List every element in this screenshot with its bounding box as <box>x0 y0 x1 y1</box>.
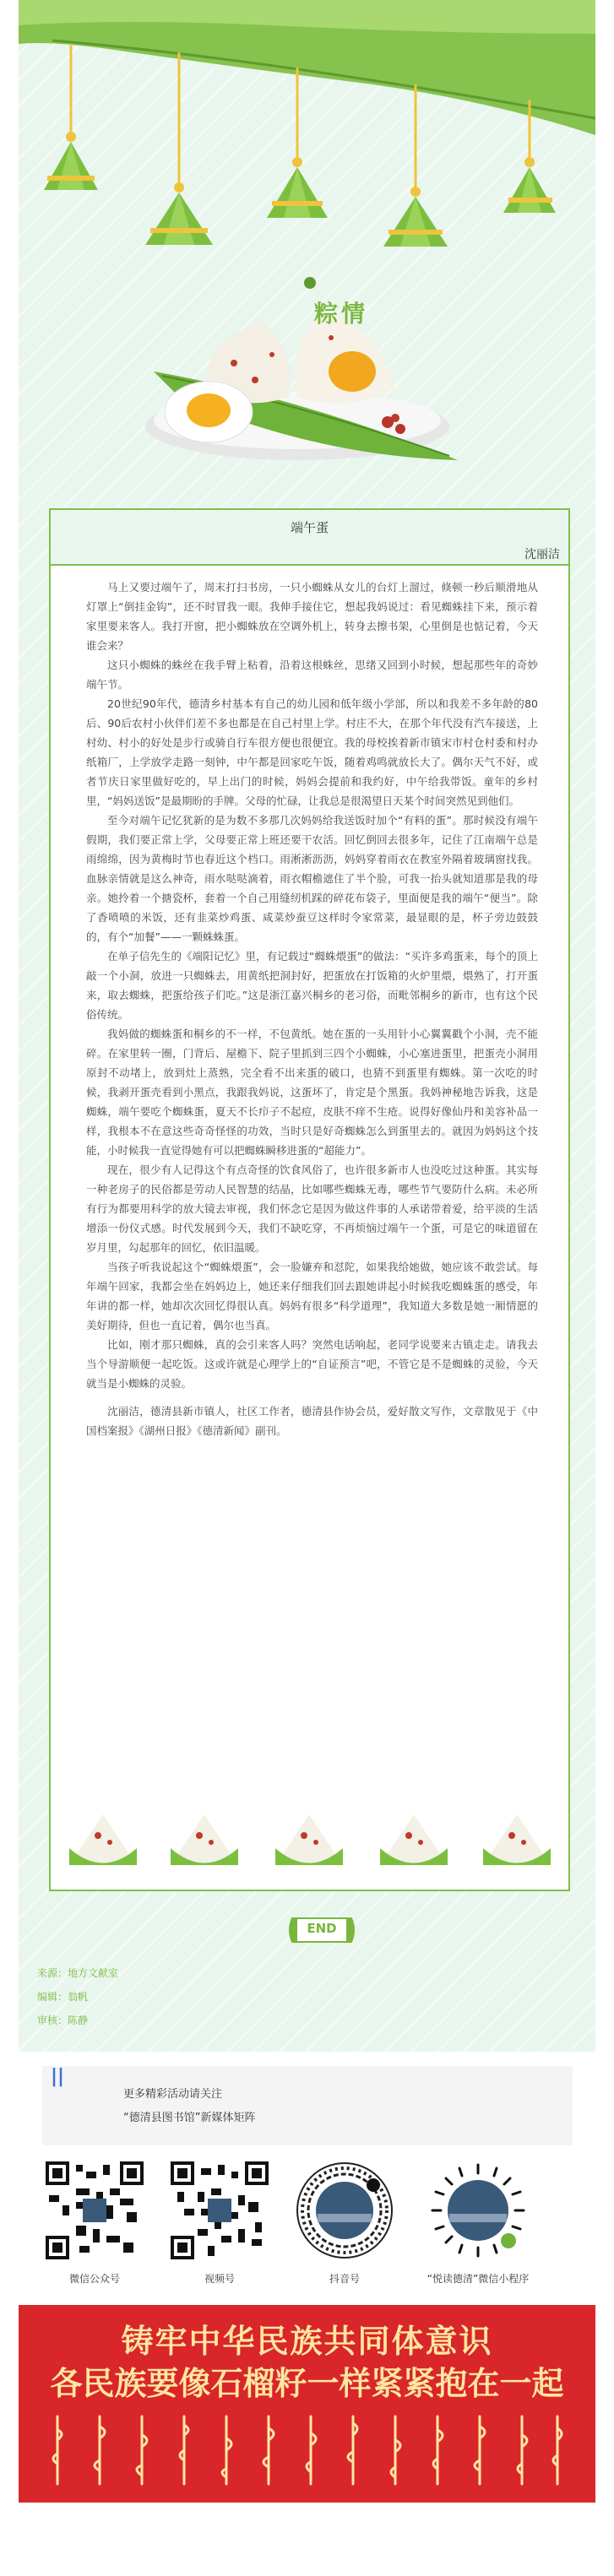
qr-label: 视频号 <box>204 2273 235 2285</box>
zongzi-decoration-row <box>51 1802 568 1878</box>
article-header <box>51 510 568 566</box>
follow-mark: || <box>51 2066 65 2087</box>
follow-line-2: “德清县图书馆”新媒体矩阵 <box>123 2112 256 2124</box>
end-badge <box>285 1917 358 1944</box>
paragraph: 在单子信先生的《端阳记忆》里，有记载过“蜘蛛煨蛋”的做法：“买许多鸡蛋来，每个的顶上敲一个小洞，放进一只蜘蛛去，用黄纸把洞封好，把蛋放在打饭箱的火炉里煨，煨熟了，打开蛋来，取去蜘蛛，把蛋给孩子们吃。”这是浙江嘉兴桐乡的老习俗，而毗邻桐乡的新市，也有这个民俗传统。 <box>86 950 538 1021</box>
qr-label: “悦读德清”微信小程序 <box>427 2273 530 2285</box>
credit-source: 来源：地方文献室 <box>37 1967 119 1979</box>
follow-line-1: 更多精彩活动请关注 <box>123 2088 223 2101</box>
qr-douyin[interactable] <box>285 2161 404 2288</box>
mongolian-script-decoration <box>41 2410 573 2491</box>
qr-label: 微信公众号 <box>68 2273 120 2285</box>
mini-program-code-icon <box>429 2161 527 2259</box>
banner-line-1: 铸牢中华民族共同体意识 <box>121 2322 493 2360</box>
article-title: 端午蛋 <box>290 520 329 535</box>
paragraph: 20世纪90年代，德清乡村基本有自己的幼儿园和低年级小学部，所以和我差不多年龄的80后、90后农村小伙伴们差不多也都是在自己村里上学。村庄不大，在那个年代没有汽车接送，上村幼、村小的好处是步行或骑自行车很方便也很便宜。我的母校挨着新市镇宋市村仓村委和村办纸箱厂，上学放学走路一刻钟，中午都是回家吃午饭，随着鸡鸣就放长大了。偶尔天气不好，或者节庆日家里做好吃的，早上出门的时候，妈妈会提前和我约好，中午给我带饭。童年的乡村里，“妈妈送饭”是最期盼的手牌。父母的忙碌，让我总是很渴望日天某个时间突然见到他们。 <box>86 697 538 807</box>
qr-video-channel[interactable] <box>160 2161 279 2288</box>
paragraph: 马上又要过端午了，周末打扫书房，一只小蜘蛛从女儿的台灯上溜过，倏顿一秒后顺滑地从灯罩上“倒挂金钩”，还不时冒我一眼。我伸手接住它，想起我妈说过：看见蜘蛛挂下来，预示着家里要来客人。我打开窗，把小蜘蛛放在空调外机上，转身去擦书架，心里倒是也惦记着，今天谁会来？ <box>86 581 538 652</box>
qr-code-icon <box>171 2161 269 2259</box>
douyin-code-icon <box>296 2161 394 2259</box>
credit-editor: 编辑：翁帆 <box>37 1991 89 2003</box>
banner-line-2: 各民族要像石榴籽一样紧紧抱在一起 <box>50 2364 564 2402</box>
paragraph: 我妈做的蜘蛛蛋和桐乡的不一样，不包黄纸。她在蛋的一头用针小心翼翼戳个小洞，壳不能碎。在家里转一圈，门背后、屋檐下、院子里抓到三四个小蜘蛛，小心塞进蛋里，把蛋壳小洞用原封不动堵上，放到灶上蒸熟，完全看不出来蛋的破口，也猜不到蛋里有蜘蛛。第一次吃的时候，我剥开蛋壳看到小黑点，我跟我妈说，这蛋坏了，肯定是个黑蛋。我妈神秘地告诉我，这是蜘蛛，端午要吃个蜘蛛蛋，夏天不长疖子不起痘，皮肤不痒不生疮。说得好像仙丹和美容补品一样，我根本不在意这些奇奇怪怪的功效，当时只是好奇蜘蛛怎么到蛋里去的。就因为妈妈这个技能，小时候我一直觉得她有可以把蜘蛛瞬移进蛋的“超能力”。 <box>86 1028 538 1157</box>
paragraph: 至今对端午记忆犹新的是为数不多那几次妈妈给我送饭时加个“有料的蛋”。那时候没有端午假期，我们要正常上学，父母要正常上班还要干农活。回忆倒回去很多年，记住了江南端午总是雨绵绵，因为黄梅时节也春近这个档口。雨淅淅沥沥，妈妈穿着雨衣在教室外隔着玻璃窗找我。血脉亲情就是这么神奇，雨水哒哒滴着，雨衣帽檐遮住了半个脸，可我一抬头就知道那是我的母亲。她拎着一个搪瓷杯，套着一个自己用缝纫机踩的碎花布袋子，里面便是我的端午“便当”。除了香喷喷的米饭，还有韭菜炒鸡蛋、咸菜炒蚕豆这样时令家常菜，最显眼的是，杯子旁边鼓鼓的，有个“加餐”——一颗蛛蛛蛋。 <box>86 814 538 943</box>
author-bio: 沈丽洁，德清县新市镇人，社区工作者，德清县作协会员，爱好散文写作，文章散见于《中国档案报》《湖州日报》《德清新闻》副刊。 <box>86 1405 538 1437</box>
article-author: 沈丽洁 <box>524 548 560 561</box>
page-background <box>19 0 595 2052</box>
article-body <box>86 578 538 1440</box>
paragraph: 当孩子听我说起这个“蜘蛛煨蛋”，会一脸嫌弃和怼陀，如果我给她做，她应该不敢尝试。每年端午回家，我都会坐在妈妈边上，她还来仔细我们回去跟她讲起小时候我吃蜘蛛蛋的感受，年年讲的都一样，她却次次回忆得很认真。妈妈有很多“科学道理”，我知道大多数是她一厢情愿的美好期待，但也一直记着，偶尔也当真。 <box>86 1261 538 1331</box>
zongzi-illustration <box>19 0 595 490</box>
paragraph: 这只小蜘蛛的蛛丝在我手臂上粘着，沿着这根蛛丝，思绪又回到小时候，想起那些年的奇妙端午节。 <box>86 659 538 691</box>
hero-title: 粽情 <box>314 300 369 328</box>
end-label: END <box>307 1921 337 1936</box>
credit-reviewer: 审核：陈静 <box>37 2015 89 2026</box>
qr-wechat-official[interactable] <box>35 2161 154 2288</box>
paragraph: 现在，很少有人记得这个有点奇怪的饮食风俗了，也许很多新市人也没吃过这种蛋。其实每一种老房子的民俗都是劳动人民智慧的结晶，比如哪些蜘蛛无毒，哪些节气要防什么病。未必所有行为都要用科学的放大镜去审视，我们怀念它是因为做这件事的人承诺带着爱，给平淡的生活增添一份仪式感。时代发展到今天，我们不缺吃穿，不再烦恼过端午一个蛋，可是它的味道留在岁月里，勾起那年的回忆，依旧温暖。 <box>86 1163 538 1254</box>
qr-code-icon <box>46 2161 144 2259</box>
qr-label: 抖音号 <box>329 2273 360 2285</box>
hero-illustration <box>19 0 595 490</box>
qr-mini-program[interactable] <box>419 2161 537 2288</box>
follow-banner <box>42 2066 573 2145</box>
slogan-banner <box>19 2305 595 2503</box>
paragraph: 比如，刚才那只蜘蛛，真的会引来客人吗？突然电话响起，老同学说要来古镇走走。请我去当个导游顺便一起吃饭。这或许就是心理学上的“自证预言”吧，不管它是不是蜘蛛的灵验，今天就当是小蜘蛛的灵验。 <box>86 1338 538 1390</box>
article-card <box>49 508 570 1891</box>
